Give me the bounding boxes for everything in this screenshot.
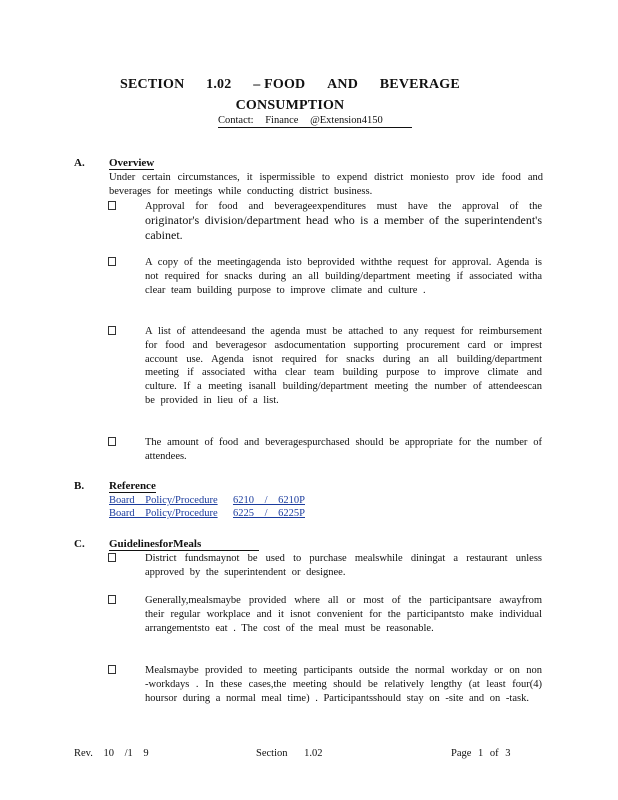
section-heading: Reference — [109, 480, 156, 492]
section-letter: C. — [74, 538, 85, 550]
bullet-box-icon — [108, 437, 116, 446]
bullet-box-icon — [108, 553, 116, 562]
section-heading: Overview — [109, 157, 155, 169]
page-number: Page 1 of 3 — [451, 748, 511, 759]
title-line-2: CONSUMPTION — [235, 98, 345, 113]
bullet-text: A list of attendeesand the agenda must be attached to any request for reimbursement for food and beveragesor asdocumentation supporting procurement card or imprest account use. Agenda isnot required for snacks during an all building/department meeting if associated witha clear team building purpose to improve climate and culture. If a meeting isanall building/department meeting the number of attendeescan be provided in lieu of a list. — [145, 326, 542, 406]
contact-line: Contact: Finance @Extension4150 — [218, 115, 412, 128]
bullet-box-icon — [108, 201, 116, 210]
bullet-text: Mealsmaybe provided to meeting participants outside the normal workday or on non -workdays . In these cases,the meeting should be relatively lengthy (at least four(4) hoursor during a normal meal time) . Participantsshould stay on -site and on -task. — [145, 665, 542, 704]
bullet-box-icon — [108, 595, 116, 604]
reference-code: 6210 / 6210P — [232, 495, 305, 506]
reference-label: Board Policy/Procedure — [109, 495, 218, 506]
revision-label: Rev. 10 /1 9 — [74, 748, 149, 759]
bullet-box-icon — [108, 257, 116, 266]
bullet-text-large: originator's division/department head who is a member of the superintendent's cabinet. — [145, 212, 542, 242]
reference-label: Board Policy/Procedure — [109, 508, 218, 519]
bullet-text: District fundsmaynot be used to purchase mealswhile diningat a restaurant unless approved by the superintendent or designee. — [145, 553, 542, 578]
title-word: – FOOD — [253, 77, 306, 92]
reference-link-6210[interactable] — [109, 494, 305, 507]
reference-link-6225[interactable] — [109, 507, 305, 520]
title-word: 1.02 — [206, 77, 232, 92]
bullet-text: Generally,mealsmaybe provided where all or most of the participantsare awayfrom their regular workplace and it isnot convenient for the participantsto make individual arrangementsto eat . The cost of the meal must be reasonable. — [145, 595, 542, 634]
footer-section: Section 1.02 — [256, 748, 323, 759]
title-line-1 — [120, 74, 460, 95]
reference-code: 6225 / 6225P — [232, 508, 305, 519]
bullet-text: A copy of the meetingagenda isto beprovided withthe request for approval. Agenda is not required for snacks during an all building/department meeting if associated witha clear team building purpose to improve climate and culture . — [145, 257, 542, 296]
title-word: SECTION — [120, 77, 185, 92]
page-title — [120, 74, 460, 116]
section-letter: A. — [74, 157, 85, 169]
overview-intro: Under certain circumstances, it ispermissible to expend district moniesto prov ide food and beverages for meetings while conducting district business. — [109, 172, 543, 197]
title-word: AND — [327, 77, 359, 92]
title-word: BEVERAGE — [379, 77, 460, 92]
section-letter: B. — [74, 480, 85, 492]
bullet-text: The amount of food and beveragespurchased should be appropriate for the number of attendees. — [145, 437, 542, 462]
section-heading: GuidelinesforMeals — [109, 538, 259, 551]
bullet-text: Approval for food and beverageexpenditures must have the approval of the — [145, 201, 542, 212]
bullet-box-icon — [108, 665, 116, 674]
bullet-box-icon — [108, 326, 116, 335]
